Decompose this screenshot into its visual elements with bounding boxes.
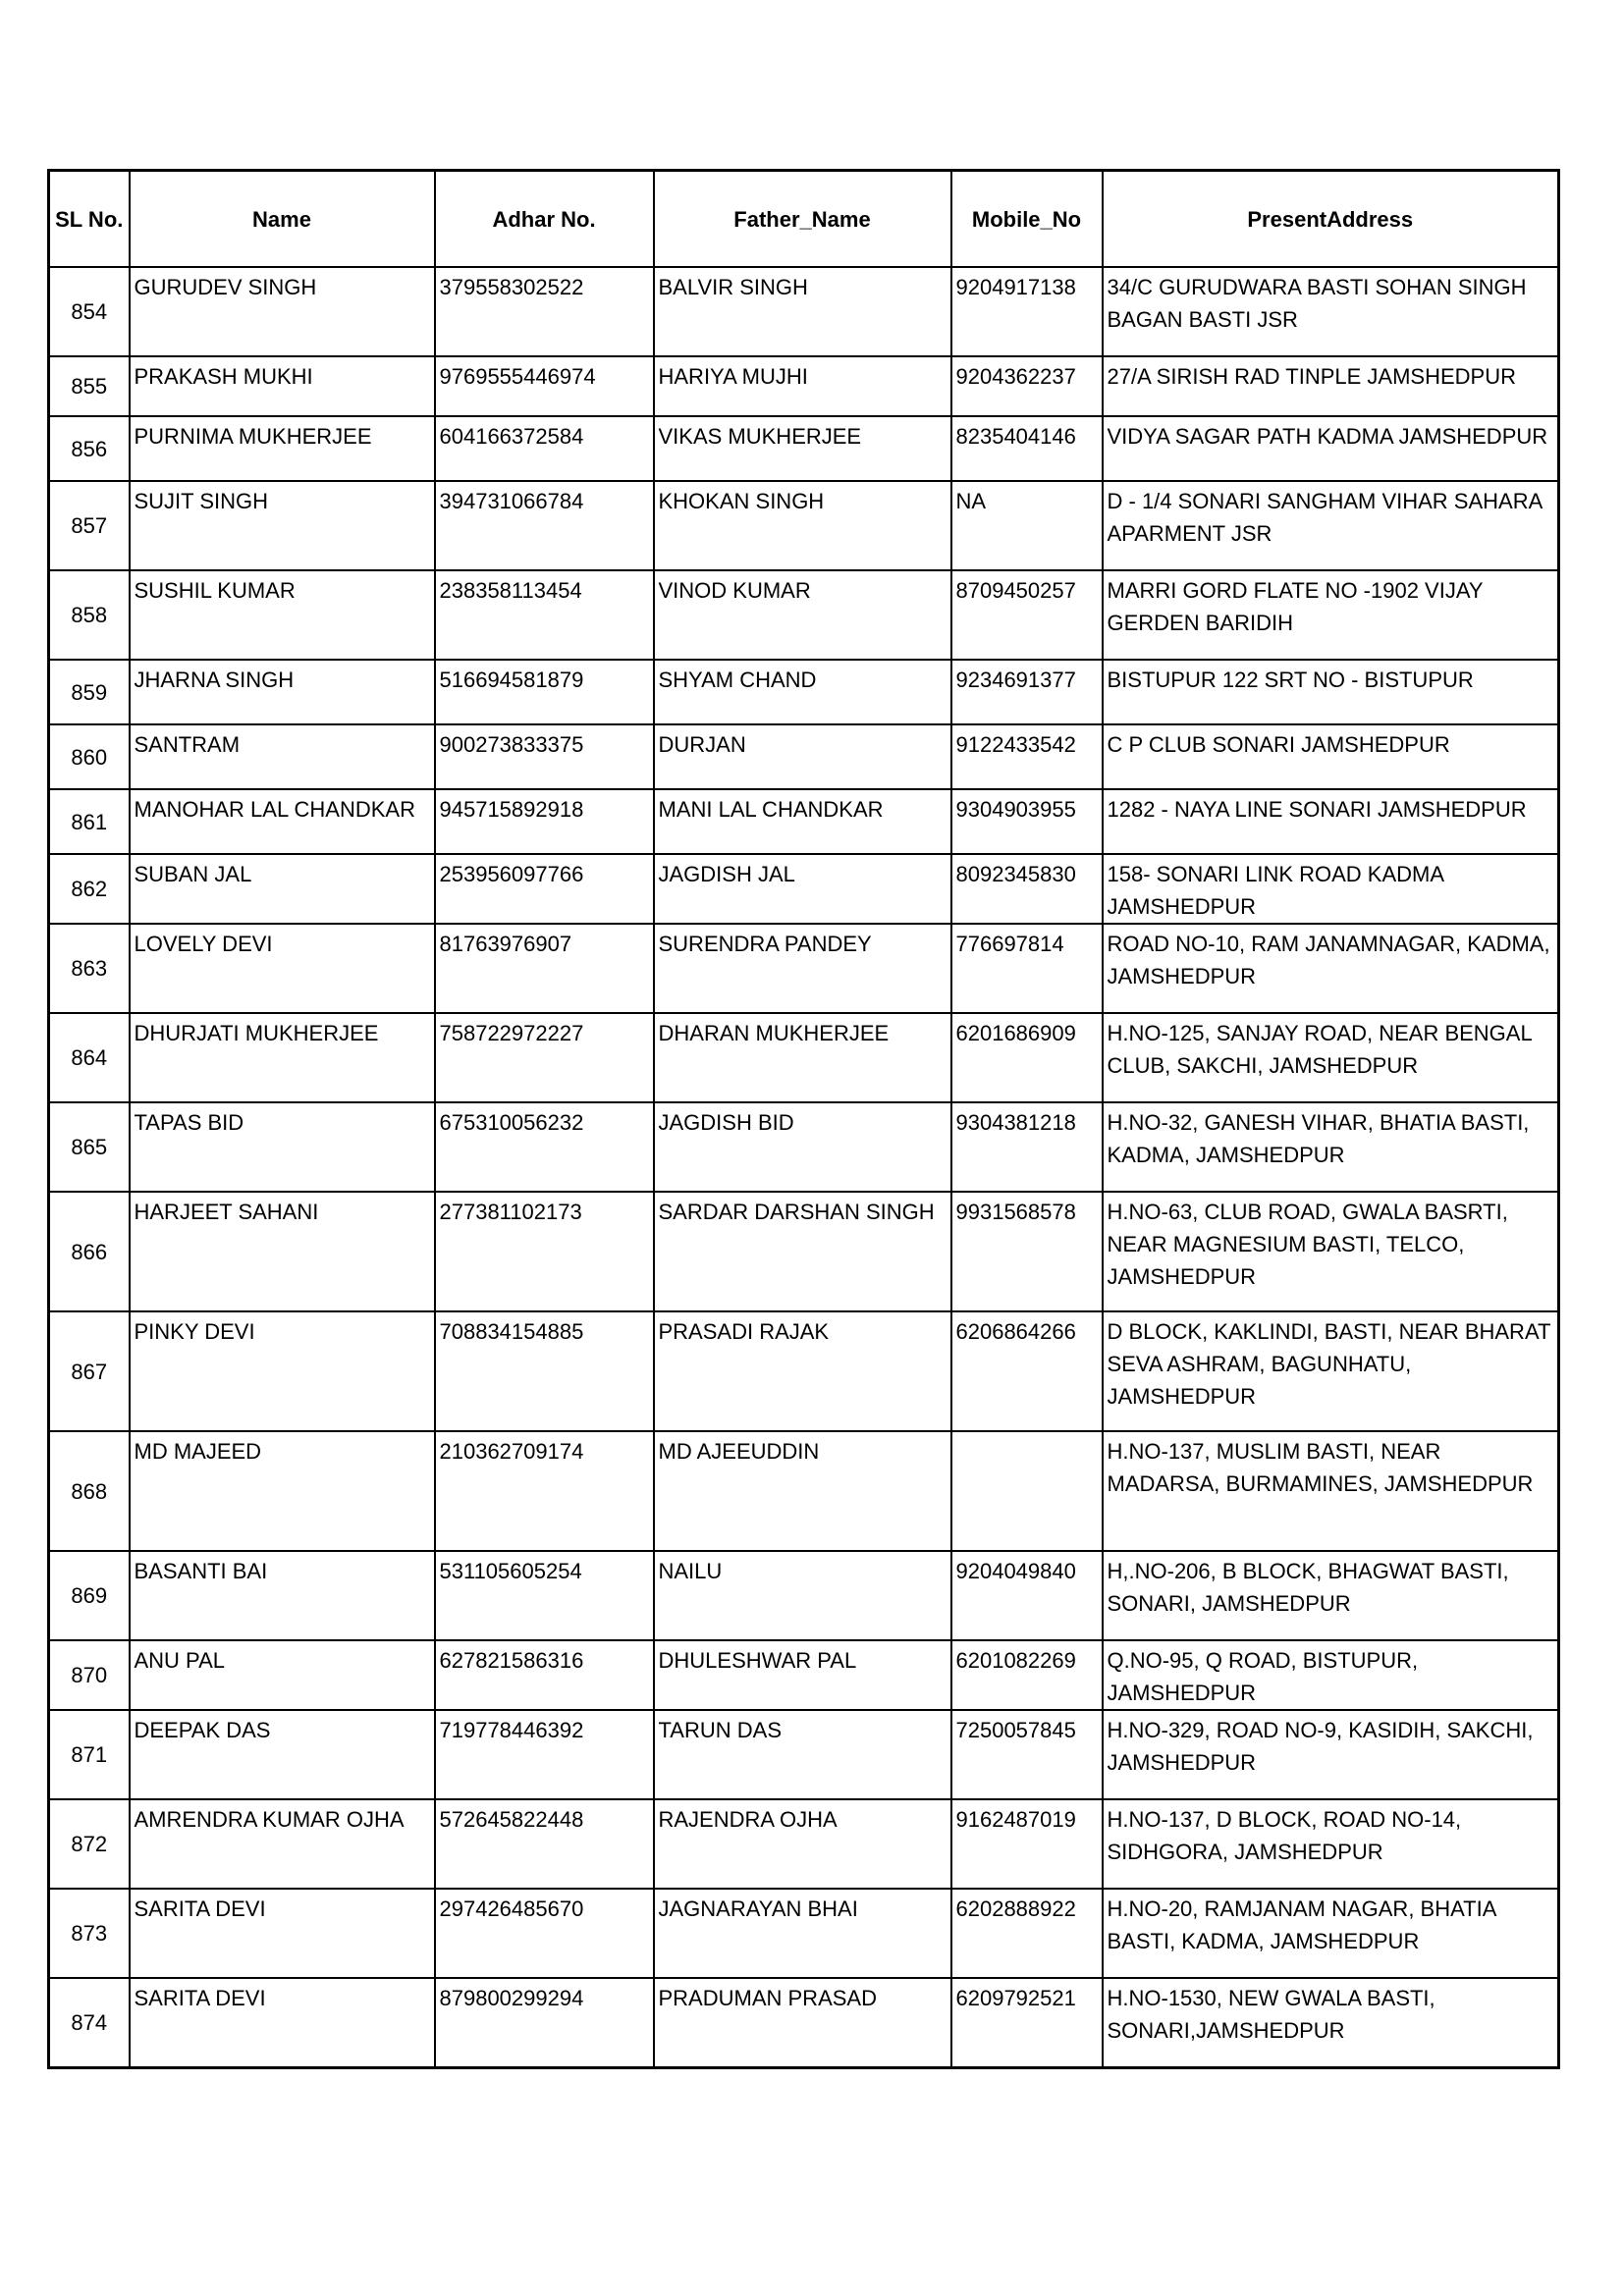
cell-present-address: VIDYA SAGAR PATH KADMA JAMSHEDPUR [1103,416,1559,481]
cell-adhar-no: 945715892918 [435,789,654,854]
cell-mobile-no: 9204362237 [951,356,1103,416]
records-table [47,169,1560,2069]
cell-present-address: 27/A SIRISH RAD TINPLE JAMSHEDPUR [1103,356,1559,416]
cell-present-address: ROAD NO-10, RAM JANAMNAGAR, KADMA, JAMSHEDPUR [1103,924,1559,1013]
cell-adhar-no: 81763976907 [435,924,654,1013]
cell-present-address: BISTUPUR 122 SRT NO - BISTUPUR [1103,660,1559,724]
cell-sl-no: 861 [49,789,130,854]
cell-mobile-no: 8235404146 [951,416,1103,481]
cell-father-name: TARUN DAS [654,1710,951,1799]
cell-adhar-no: 758722972227 [435,1013,654,1102]
cell-adhar-no: 253956097766 [435,854,654,924]
cell-present-address: H.NO-329, ROAD NO-9, KASIDIH, SAKCHI, JAMSHEDPUR [1103,1710,1559,1799]
table-row [49,570,1559,660]
cell-name: ANU PAL [130,1640,435,1710]
table-row [49,1192,1559,1311]
cell-name: DEEPAK DAS [130,1710,435,1799]
cell-name: SUJIT SINGH [130,481,435,570]
records-body [49,267,1559,2067]
cell-name: SUSHIL KUMAR [130,570,435,660]
cell-adhar-no: 604166372584 [435,416,654,481]
cell-adhar-no: 675310056232 [435,1102,654,1192]
cell-mobile-no: 7250057845 [951,1710,1103,1799]
column-header-adhar-no: Adhar No. [435,171,654,268]
cell-sl-no: 858 [49,570,130,660]
table-row [49,267,1559,356]
table-row [49,1551,1559,1640]
cell-adhar-no: 238358113454 [435,570,654,660]
table-row [49,660,1559,724]
cell-father-name: MD AJEEUDDIN [654,1431,951,1551]
table-row [49,1889,1559,1978]
cell-father-name: JAGDISH BID [654,1102,951,1192]
cell-name: BASANTI BAI [130,1551,435,1640]
cell-adhar-no: 708834154885 [435,1311,654,1431]
header-row [49,171,1559,268]
table-row [49,1431,1559,1551]
cell-adhar-no: 297426485670 [435,1889,654,1978]
cell-mobile-no: 6209792521 [951,1978,1103,2067]
cell-mobile-no: 9204049840 [951,1551,1103,1640]
cell-present-address: 34/C GURUDWARA BASTI SOHAN SINGH BAGAN BASTI JSR [1103,267,1559,356]
cell-father-name: RAJENDRA OJHA [654,1799,951,1889]
cell-name: MD MAJEED [130,1431,435,1551]
table-row [49,1799,1559,1889]
cell-adhar-no: 516694581879 [435,660,654,724]
table-row [49,924,1559,1013]
cell-sl-no: 869 [49,1551,130,1640]
cell-sl-no: 874 [49,1978,130,2067]
cell-mobile-no [951,1431,1103,1551]
cell-father-name: HARIYA MUJHI [654,356,951,416]
cell-sl-no: 863 [49,924,130,1013]
cell-sl-no: 870 [49,1640,130,1710]
cell-father-name: PRADUMAN PRASAD [654,1978,951,2067]
cell-name: SUBAN JAL [130,854,435,924]
cell-mobile-no: NA [951,481,1103,570]
cell-sl-no: 854 [49,267,130,356]
table-row [49,854,1559,924]
cell-name: JHARNA SINGH [130,660,435,724]
cell-mobile-no: 9122433542 [951,724,1103,789]
cell-mobile-no: 6202888922 [951,1889,1103,1978]
cell-name: HARJEET SAHANI [130,1192,435,1311]
cell-mobile-no: 8092345830 [951,854,1103,924]
table-row [49,789,1559,854]
cell-adhar-no: 531105605254 [435,1551,654,1640]
cell-present-address: H.NO-1530, NEW GWALA BASTI, SONARI,JAMSHEDPUR [1103,1978,1559,2067]
cell-name: TAPAS BID [130,1102,435,1192]
cell-present-address: H.NO-32, GANESH VIHAR, BHATIA BASTI, KADMA, JAMSHEDPUR [1103,1102,1559,1192]
table-row [49,724,1559,789]
cell-name: PINKY DEVI [130,1311,435,1431]
cell-sl-no: 860 [49,724,130,789]
cell-mobile-no: 9931568578 [951,1192,1103,1311]
cell-mobile-no: 776697814 [951,924,1103,1013]
cell-name: MANOHAR LAL CHANDKAR [130,789,435,854]
cell-present-address: D - 1/4 SONARI SANGHAM VIHAR SAHARA APARMENT JSR [1103,481,1559,570]
cell-father-name: VIKAS MUKHERJEE [654,416,951,481]
cell-name: SANTRAM [130,724,435,789]
column-header-father-name: Father_Name [654,171,951,268]
cell-mobile-no: 8709450257 [951,570,1103,660]
cell-name: SARITA DEVI [130,1889,435,1978]
cell-sl-no: 871 [49,1710,130,1799]
cell-mobile-no: 9204917138 [951,267,1103,356]
cell-father-name: KHOKAN SINGH [654,481,951,570]
cell-present-address: H.NO-137, MUSLIM BASTI, NEAR MADARSA, BURMAMINES, JAMSHEDPUR [1103,1431,1559,1551]
cell-present-address: H,.NO-206, B BLOCK, BHAGWAT BASTI, SONARI, JAMSHEDPUR [1103,1551,1559,1640]
cell-father-name: JAGNARAYAN BHAI [654,1889,951,1978]
cell-father-name: DHULESHWAR PAL [654,1640,951,1710]
cell-adhar-no: 210362709174 [435,1431,654,1551]
cell-father-name: SHYAM CHAND [654,660,951,724]
cell-father-name: DHARAN MUKHERJEE [654,1013,951,1102]
table-row [49,1102,1559,1192]
table-row [49,1710,1559,1799]
cell-name: AMRENDRA KUMAR OJHA [130,1799,435,1889]
cell-adhar-no: 627821586316 [435,1640,654,1710]
cell-sl-no: 867 [49,1311,130,1431]
cell-present-address: MARRI GORD FLATE NO -1902 VIJAY GERDEN BARIDIH [1103,570,1559,660]
cell-father-name: NAILU [654,1551,951,1640]
cell-sl-no: 864 [49,1013,130,1102]
cell-present-address: Q.NO-95, Q ROAD, BISTUPUR, JAMSHEDPUR [1103,1640,1559,1710]
cell-sl-no: 862 [49,854,130,924]
cell-father-name: DURJAN [654,724,951,789]
cell-name: DHURJATI MUKHERJEE [130,1013,435,1102]
cell-sl-no: 857 [49,481,130,570]
cell-adhar-no: 277381102173 [435,1192,654,1311]
column-header-sl-no: SL No. [49,171,130,268]
table-row [49,1013,1559,1102]
cell-sl-no: 855 [49,356,130,416]
table-row [49,1978,1559,2067]
cell-sl-no: 873 [49,1889,130,1978]
cell-present-address: D BLOCK, KAKLINDI, BASTI, NEAR BHARAT SEVA ASHRAM, BAGUNHATU, JAMSHEDPUR [1103,1311,1559,1431]
cell-father-name: BALVIR SINGH [654,267,951,356]
cell-father-name: JAGDISH JAL [654,854,951,924]
cell-sl-no: 859 [49,660,130,724]
column-header-name: Name [130,171,435,268]
cell-father-name: PRASADI RAJAK [654,1311,951,1431]
cell-adhar-no: 394731066784 [435,481,654,570]
cell-mobile-no: 9234691377 [951,660,1103,724]
cell-mobile-no: 9304381218 [951,1102,1103,1192]
cell-name: PURNIMA MUKHERJEE [130,416,435,481]
cell-father-name: MANI LAL CHANDKAR [654,789,951,854]
cell-sl-no: 856 [49,416,130,481]
table-row [49,416,1559,481]
cell-mobile-no: 6206864266 [951,1311,1103,1431]
cell-sl-no: 868 [49,1431,130,1551]
cell-present-address: H.NO-63, CLUB ROAD, GWALA BASRTI, NEAR MAGNESIUM BASTI, TELCO, JAMSHEDPUR [1103,1192,1559,1311]
cell-adhar-no: 379558302522 [435,267,654,356]
cell-father-name: SARDAR DARSHAN SINGH [654,1192,951,1311]
cell-present-address: 158- SONARI LINK ROAD KADMA JAMSHEDPUR [1103,854,1559,924]
cell-present-address: C P CLUB SONARI JAMSHEDPUR [1103,724,1559,789]
cell-present-address: H.NO-20, RAMJANAM NAGAR, BHATIA BASTI, KADMA, JAMSHEDPUR [1103,1889,1559,1978]
cell-name: SARITA DEVI [130,1978,435,2067]
cell-name: LOVELY DEVI [130,924,435,1013]
table-row [49,1311,1559,1431]
cell-present-address: 1282 - NAYA LINE SONARI JAMSHEDPUR [1103,789,1559,854]
cell-mobile-no: 6201082269 [951,1640,1103,1710]
cell-name: PRAKASH MUKHI [130,356,435,416]
column-header-present-address: PresentAddress [1103,171,1559,268]
cell-mobile-no: 9162487019 [951,1799,1103,1889]
table-row [49,356,1559,416]
cell-present-address: H.NO-137, D BLOCK, ROAD NO-14, SIDHGORA, JAMSHEDPUR [1103,1799,1559,1889]
cell-sl-no: 872 [49,1799,130,1889]
cell-adhar-no: 572645822448 [435,1799,654,1889]
cell-father-name: SURENDRA PANDEY [654,924,951,1013]
cell-sl-no: 866 [49,1192,130,1311]
cell-adhar-no: 9769555446974 [435,356,654,416]
column-header-mobile-no: Mobile_No [951,171,1103,268]
cell-sl-no: 865 [49,1102,130,1192]
cell-name: GURUDEV SINGH [130,267,435,356]
cell-adhar-no: 879800299294 [435,1978,654,2067]
cell-mobile-no: 6201686909 [951,1013,1103,1102]
cell-adhar-no: 900273833375 [435,724,654,789]
cell-mobile-no: 9304903955 [951,789,1103,854]
cell-adhar-no: 719778446392 [435,1710,654,1799]
table-row [49,1640,1559,1710]
table-row [49,481,1559,570]
cell-present-address: H.NO-125, SANJAY ROAD, NEAR BENGAL CLUB, SAKCHI, JAMSHEDPUR [1103,1013,1559,1102]
cell-father-name: VINOD KUMAR [654,570,951,660]
